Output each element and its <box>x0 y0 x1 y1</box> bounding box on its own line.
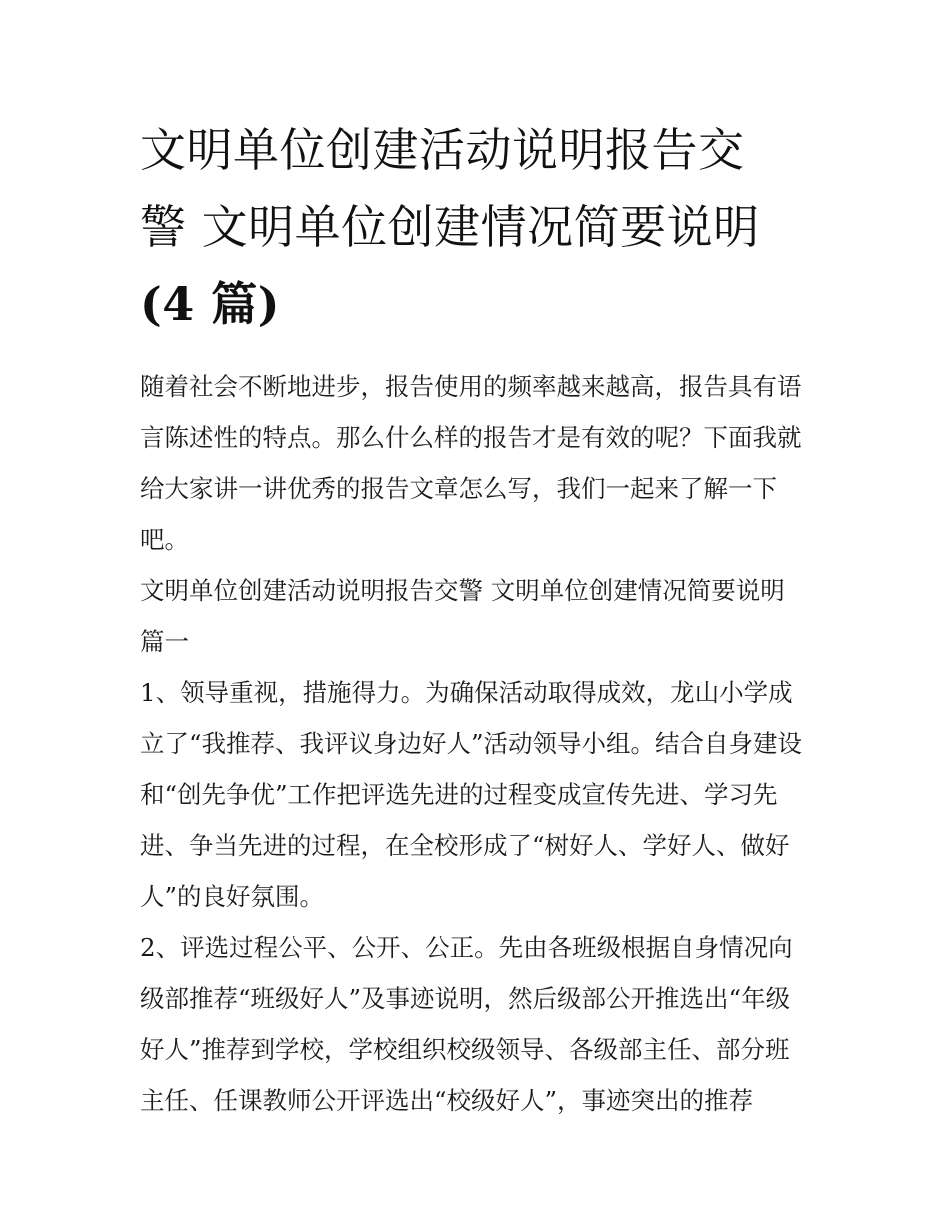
text-line: 言陈述性的特点。那么什么样的报告才是有效的呢？下面我就 <box>140 423 802 452</box>
section-heading-paragraph <box>140 565 816 667</box>
title-line: 警 文明单位创建情况简要说明 <box>140 200 760 254</box>
text-line: 和“创先争优”工作把评选先进的过程变成宣传先进、学习先 <box>140 780 778 809</box>
text-line: 篇一 <box>140 627 189 656</box>
text-line: 1、领导重视，措施得力。为确保活动取得成效，龙山小学成 <box>140 678 793 707</box>
intro-paragraph <box>140 361 816 565</box>
text-line: 吧。 <box>140 525 189 554</box>
item-2-paragraph <box>140 922 816 1126</box>
document-title <box>140 112 816 343</box>
text-line: 2、评选过程公平、公开、公正。先由各班级根据自身情况向 <box>140 933 793 962</box>
document-content <box>140 112 816 1126</box>
text-line: 给大家讲一讲优秀的报告文章怎么写，我们一起来了解一下 <box>140 474 777 503</box>
text-line: 级部推荐“班级好人”及事迹说明，然后级部公开推选出“年级 <box>140 984 791 1013</box>
text-line: 进、争当先进的过程，在全校形成了“树好人、学好人、做好 <box>140 831 790 860</box>
text-line: 好人”推荐到学校，学校组织校级领导、各级部主任、部分班 <box>140 1035 790 1064</box>
text-line: 文明单位创建活动说明报告交警 文明单位创建情况简要说明 <box>140 576 785 605</box>
text-line: 立了“我推荐、我评议身边好人”活动领导小组。结合自身建设 <box>140 729 803 758</box>
text-line: 人”的良好氛围。 <box>140 882 325 911</box>
title-line: 文明单位创建活动说明报告交 <box>140 123 745 177</box>
text-line: 随着社会不断地进步，报告使用的频率越来越高，报告具有语 <box>140 372 802 401</box>
title-line: (4 篇) <box>140 277 281 331</box>
item-1-paragraph <box>140 667 816 922</box>
text-line: 主任、任课教师公开评选出“校级好人”，事迹突出的推荐 <box>140 1086 754 1115</box>
